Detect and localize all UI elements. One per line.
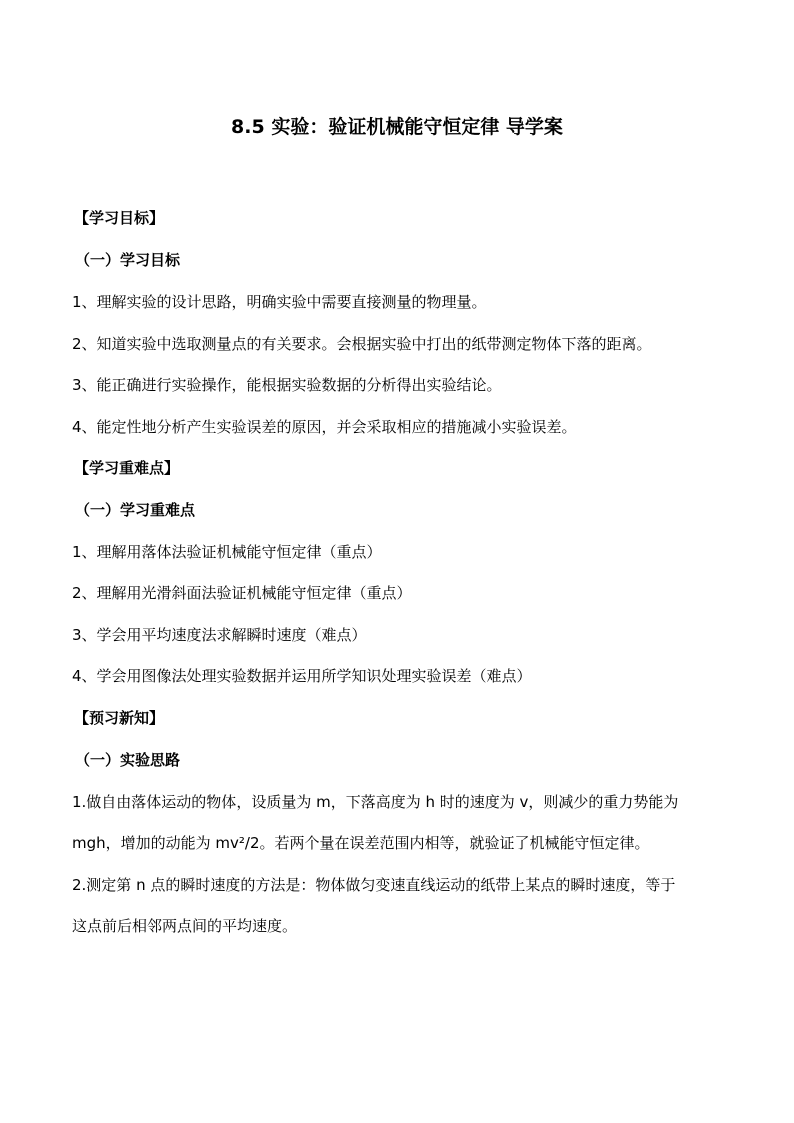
subheading-learning-goals: （一）学习目标 (75, 251, 181, 269)
subheading-key-points: （一）学习重难点 (75, 501, 196, 519)
list-item: 1、理解用落体法验证机械能守恒定律（重点） (72, 543, 382, 561)
list-item: 1、理解实验的设计思路，明确实验中需要直接测量的物理量。 (72, 293, 487, 311)
list-item: 2、知道实验中选取测量点的有关要求。会根据实验中打出的纸带测定物体下落的距离。 (72, 335, 652, 353)
section-heading-key-points: 【学习重难点】 (74, 459, 180, 477)
list-item: 3、学会用平均速度法求解瞬时速度（难点） (72, 626, 367, 644)
document-title: 8.5 实验：验证机械能守恒定律 导学案 (231, 116, 563, 138)
section-heading-preview: 【预习新知】 (74, 709, 165, 727)
section-heading-learning-goals: 【学习目标】 (74, 209, 165, 227)
paragraph-line: 1.做自由落体运动的物体，设质量为 m，下落高度为 h 时的速度为 v，则减少的重力势能为 (72, 793, 679, 811)
subheading-experiment-idea: （一）实验思路 (75, 751, 181, 769)
paragraph-line: 2.测定第 n 点的瞬时速度的方法是：物体做匀变速直线运动的纸带上某点的瞬时速度，等于 (72, 876, 676, 894)
list-item: 3、能正确进行实验操作，能根据实验数据的分析得出实验结论。 (72, 376, 502, 394)
paragraph-line: 这点前后相邻两点间的平均速度。 (72, 917, 298, 935)
list-item: 4、学会用图像法处理实验数据并运用所学知识处理实验误差（难点） (72, 667, 532, 685)
paragraph-line: mgh，增加的动能为 mv²/2。若两个量在误差范围内相等，就验证了机械能守恒定律。 (72, 834, 650, 852)
list-item: 2、理解用光滑斜面法验证机械能守恒定律（重点） (72, 584, 412, 602)
list-item: 4、能定性地分析产生实验误差的原因，并会采取相应的措施减小实验误差。 (72, 418, 577, 436)
